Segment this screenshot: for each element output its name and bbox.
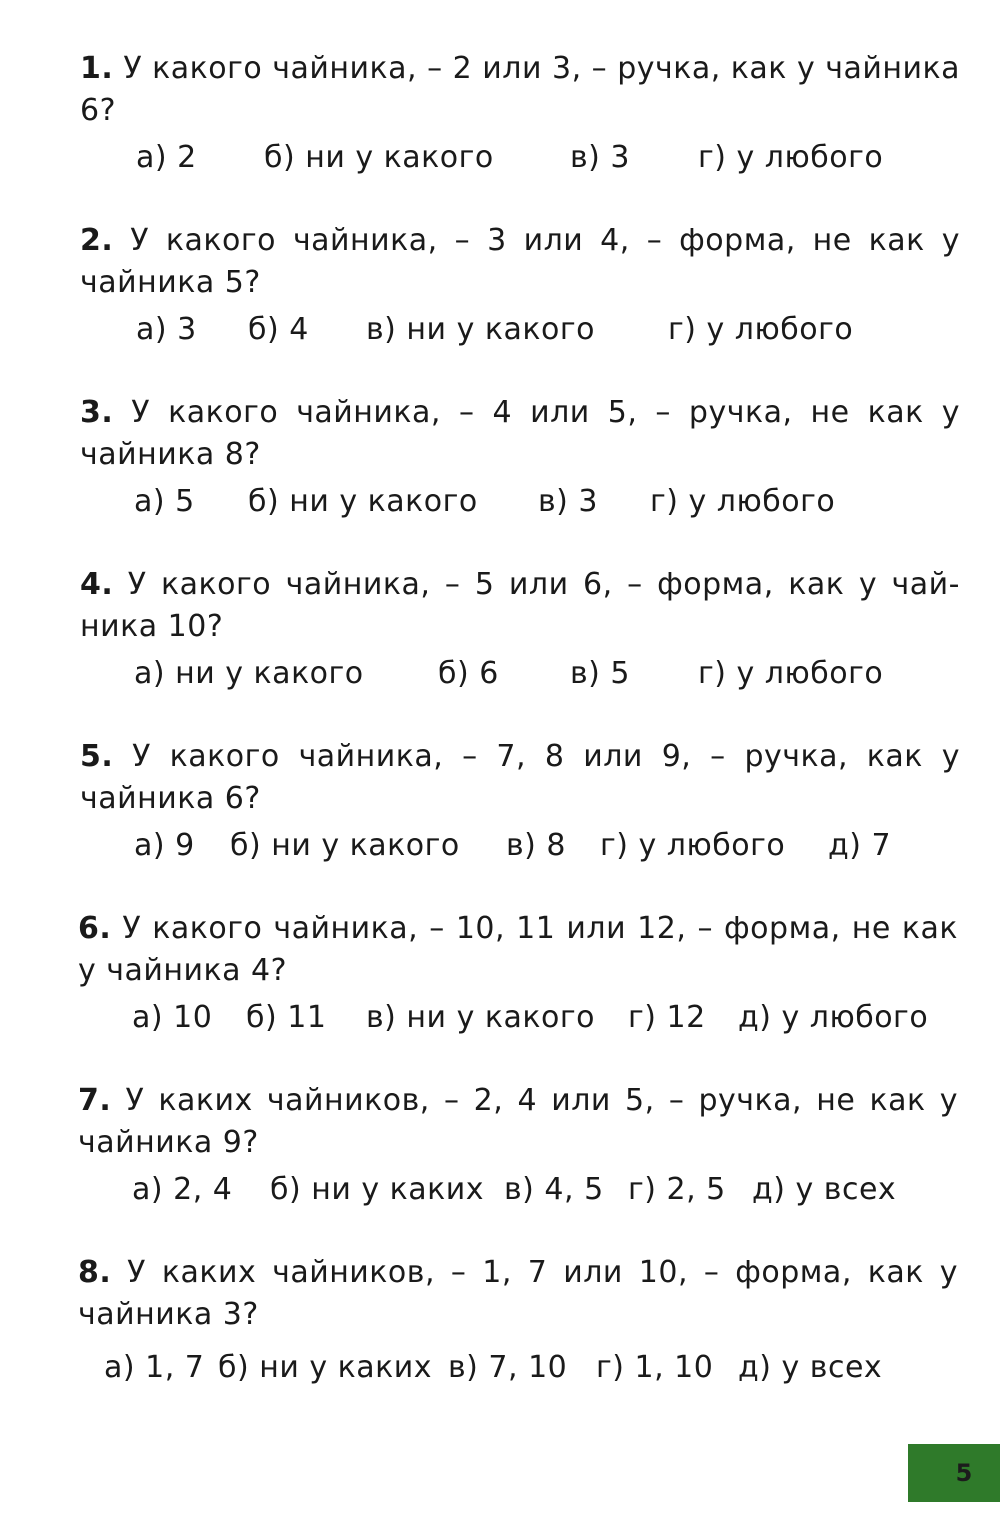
answer-options [132,998,958,1038]
option-b[interactable]: б) 6 [438,656,499,691]
page-number-badge [908,1444,1000,1502]
option-e[interactable]: д) у любого [738,1000,929,1035]
answer-options [136,310,960,350]
option-d[interactable]: г) 12 [628,1000,706,1035]
question-8 [78,1252,958,1388]
option-a[interactable]: а) 1, 7 [104,1350,205,1385]
option-c[interactable]: в) ни у какого [366,1000,595,1035]
question-text: У какого чайника, – 4 или 5, – ручка, не как у чайника 8? [80,395,960,472]
option-a[interactable]: а) ни у какого [134,656,364,691]
option-e[interactable]: д) у всех [738,1350,883,1385]
option-b[interactable]: б) 4 [248,312,309,347]
option-d[interactable]: г) 2, 5 [628,1172,726,1207]
option-d[interactable]: г) 1, 10 [596,1350,714,1385]
answer-options [104,1348,958,1388]
question-number: 4. [80,567,114,602]
question-number: 7. [78,1083,112,1118]
option-d[interactable]: г) у любого [698,140,884,175]
answer-options [134,654,960,694]
option-d[interactable]: г) у любого [650,484,836,519]
option-a[interactable]: а) 2, 4 [132,1172,233,1207]
option-c[interactable]: в) 7, 10 [448,1350,568,1385]
option-b[interactable]: б) ни у каких [218,1350,433,1385]
answer-options [134,826,960,866]
question-text: У какого чайника, – 3 или 4, – форма, не как у чайника 5? [80,223,960,300]
option-b[interactable]: б) 11 [246,1000,327,1035]
option-d[interactable]: г) у любого [698,656,884,691]
question-number: 5. [80,739,114,774]
answer-options [132,1170,958,1210]
option-a[interactable]: а) 10 [132,1000,213,1035]
option-a[interactable]: а) 5 [134,484,195,519]
option-a[interactable]: а) 3 [136,312,197,347]
question-text: У какого чайника, – 2 или 3, – ручка, как у чайника 6? [80,51,960,128]
option-a[interactable]: а) 9 [134,828,195,863]
option-c[interactable]: в) ни у какого [366,312,595,347]
question-2 [80,220,960,350]
question-text: У каких чайников, – 2, 4 или 5, – ручка, не как у чайника 9? [78,1083,958,1160]
option-b[interactable]: б) ни у какого [264,140,494,175]
answer-options [134,482,960,522]
question-text: У какого чайника, – 7, 8 или 9, – ручка, как у чайника 6? [80,739,960,816]
question-text: У каких чайников, – 1, 7 или 10, – форма, как у чайника 3? [78,1255,958,1332]
question-number: 1. [80,51,114,86]
question-text: У какого чайника, – 5 или 6, – форма, как у чай-ника 10? [80,567,960,644]
question-number: 6. [78,911,112,946]
question-3 [80,392,960,522]
question-6 [78,908,958,1038]
option-b[interactable]: б) ни у какого [230,828,460,863]
answer-options [136,138,960,178]
option-c[interactable]: в) 5 [570,656,631,691]
question-number: 2. [80,223,114,258]
option-a[interactable]: а) 2 [136,140,197,175]
option-c[interactable]: в) 8 [506,828,567,863]
question-number: 8. [78,1255,112,1290]
option-c[interactable]: в) 3 [570,140,631,175]
option-e[interactable]: д) у всех [752,1172,897,1207]
question-1 [80,48,960,178]
question-7 [78,1080,958,1210]
option-c[interactable]: в) 4, 5 [504,1172,604,1207]
question-4 [80,564,960,694]
option-b[interactable]: б) ни у какого [248,484,478,519]
option-c[interactable]: в) 3 [538,484,599,519]
option-b[interactable]: б) ни у каких [270,1172,485,1207]
question-5 [80,736,960,866]
option-d[interactable]: г) у любого [668,312,854,347]
page-number: 5 [955,1459,973,1487]
question-text: У какого чайника, – 10, 11 или 12, – форма, не как у чайника 4? [78,911,958,988]
option-d[interactable]: г) у любого [600,828,786,863]
option-e[interactable]: д) 7 [828,828,892,863]
question-number: 3. [80,395,114,430]
